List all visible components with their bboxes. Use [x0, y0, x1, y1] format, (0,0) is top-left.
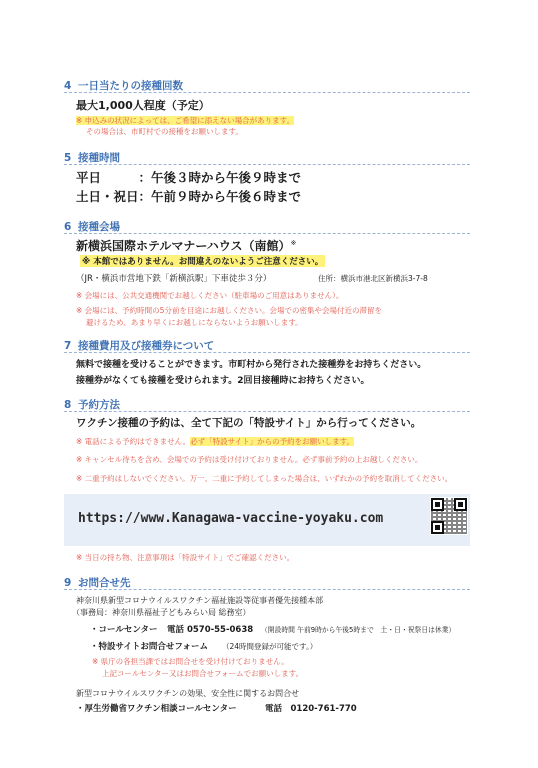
section-6-rule [64, 233, 470, 234]
qr-code-icon[interactable] [430, 497, 468, 535]
venue-note-1: ※ 会場には、公共交通機関でお越しください（駐車場のご用意はありません）。 [76, 291, 344, 300]
section-8-heading: 8 予約方法 [64, 399, 120, 411]
call-center-phone[interactable]: 電話 0570-55-0638 [167, 625, 254, 635]
safety-inquiry-title: 新型コロナウイルスワクチンの効果、安全性に関するお問合せ [76, 689, 300, 698]
inquiry-form-note: （24時間登録が可能です。） [222, 642, 318, 651]
capacity-note-2: その場合は、市町村での接種をお願いします。 [86, 127, 243, 136]
section-9-heading: 9 お問合せ先 [64, 577, 131, 589]
org-office: （事務局：神奈川県福祉子どもみらい局 総務室） [72, 608, 251, 617]
belongings-note: ※ 当日の持ち物、注意事項は「特設サイト」でご確認ください。 [76, 553, 295, 562]
section-4-heading: 4 一日当たりの接種回数 [64, 80, 183, 92]
section-7-heading: 7 接種費用及び接種券について [64, 340, 215, 352]
inquiry-red-note-1: ※ 県庁の各担当課ではお問合せを受け付けておりません。 [92, 657, 289, 666]
section-6-heading: 6 接種会場 [64, 221, 120, 233]
venue-note-2: ※ 会場には、予約時間の5分前を目途にお越しください。会場での密集や会場付近の滞留を [76, 306, 382, 315]
section-9-rule [64, 589, 470, 590]
capacity-note: ※ 申込みの状況によっては、ご希望に添えない場合があります。 [76, 116, 295, 125]
fee-line-2: 接種券がなくても接種を受けられます。2回目接種時にお持ちください。 [76, 376, 370, 386]
section-8-rule [64, 411, 470, 412]
section-7-rule [64, 352, 470, 353]
venue-name: 新横浜国際ホテルマナーハウス（南館）※ [76, 239, 297, 253]
call-center-hours: （開設時間 午前9時から午後5時まで 土・日・祝祭日は休業） [261, 626, 456, 634]
special-site-link[interactable]: https://www.Kanagawa-vaccine-yoyaku.com [78, 511, 384, 526]
section-5-rule [64, 164, 470, 165]
venue-access: （JR・横浜市営地下鉄「新横浜駅」下車徒歩３分） [76, 274, 272, 284]
fee-line-1: 無料で接種を受けることができます。市町村から発行された接種券をお持ちください。 [76, 360, 427, 370]
reservation-note-1: ※ 電話による予約はできません。必ず「特設サイト」からの予約をお願いします。 [76, 437, 354, 446]
inquiry-red-note-2: 上記コールセンター又はお問合せフォームでお願いします。 [102, 669, 304, 678]
reservation-main: ワクチン接種の予約は、全て下記の「特設サイト」から行ってください。 [76, 417, 422, 429]
weekday-hours: 平日 ：午後３時から午後９時まで [76, 170, 302, 185]
section-4-rule [64, 92, 470, 93]
venue-address: 住所：横浜市港北区新横浜3-7-8 [318, 274, 428, 283]
mhlw-call-center-label: ・厚生労働省ワクチン相談コールセンター [76, 704, 237, 714]
venue-note-3: 避けるため、あまり早くにお越しにならないようお願いします。 [86, 318, 303, 327]
weekend-hours: 土日・祝日：午前９時から午後６時まで [76, 189, 302, 204]
inquiry-form-label[interactable]: ・特設サイトお問合せフォーム [90, 642, 208, 652]
venue-warning: ※ 本館ではありません。お間違えのないようご注意ください。 [82, 257, 324, 267]
org-name: 神奈川県新型コロナウイルスワクチン福祉施設等従事者優先接種本部 [76, 596, 324, 605]
mhlw-call-center-phone[interactable]: 電話 0120-761-770 [265, 704, 357, 714]
reservation-note-3: ※ 二重予約はしないでください。万一、二重に予約してしまった場合は、いずれかの予約を取消してください。 [76, 474, 453, 483]
reservation-note-2: ※ キャンセル待ちを含め、会場での予約は受け付けておりません。必ず事前予約の上お越しください。 [76, 455, 423, 464]
capacity-text: 最大1,000人程度（予定） [76, 99, 210, 112]
call-center-label: ・コールセンター [90, 625, 158, 635]
section-5-heading: 5 接種時間 [64, 152, 120, 164]
